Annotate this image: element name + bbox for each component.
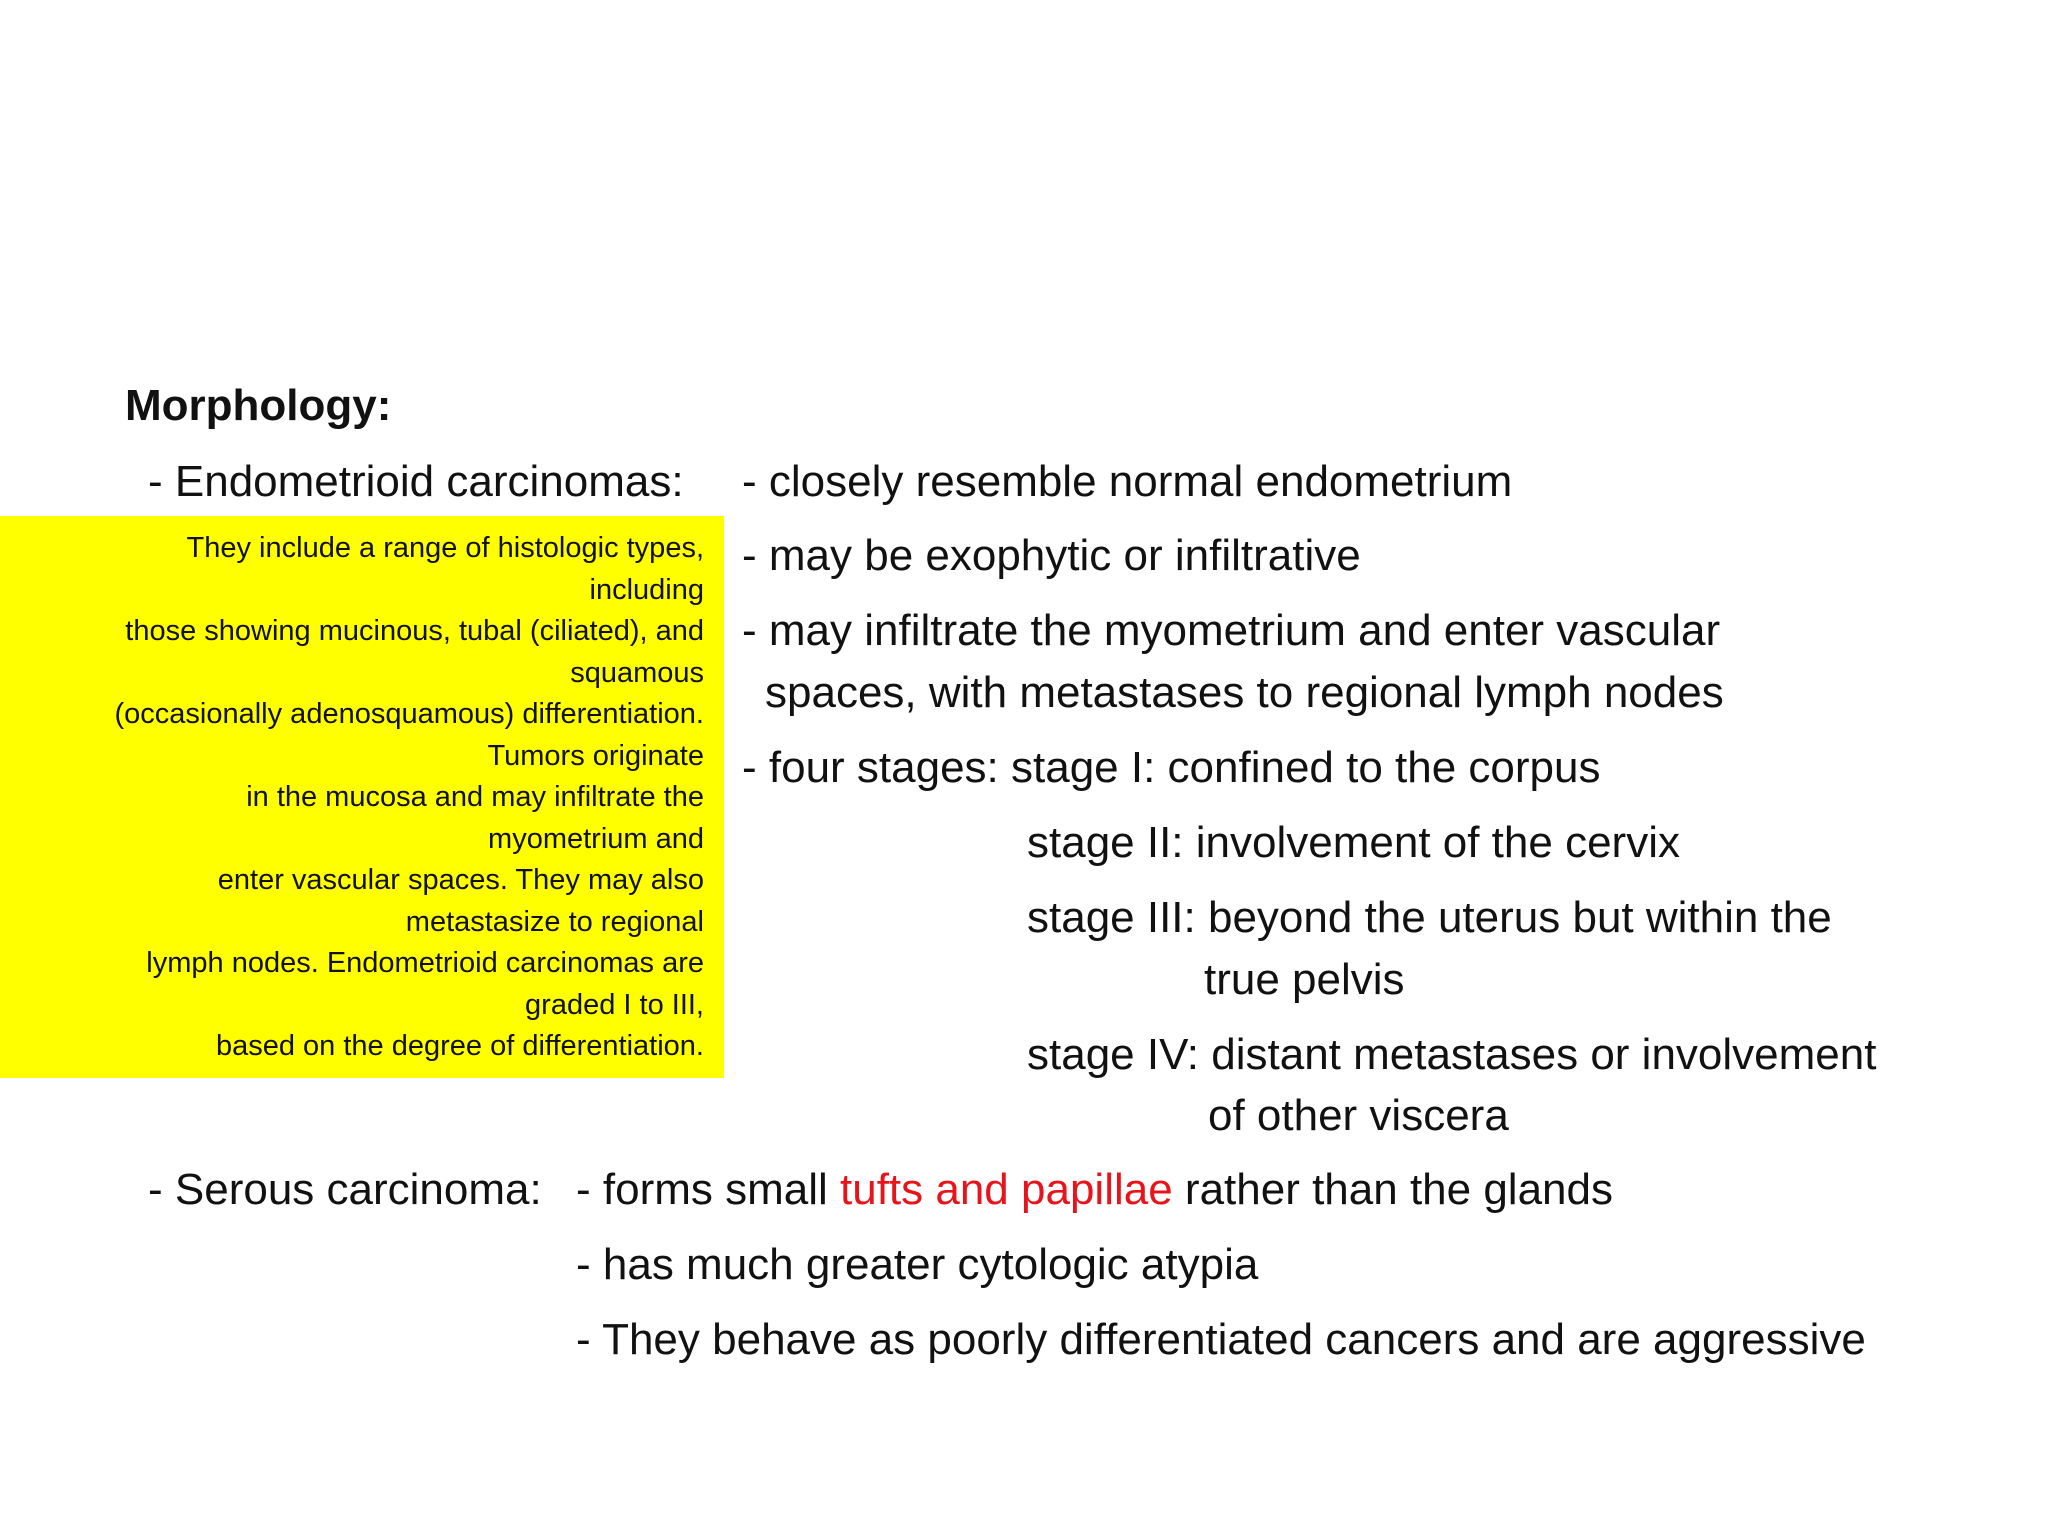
note-line: graded I to III,: [525, 988, 704, 1021]
serous-highlight: tufts and papillae: [840, 1165, 1173, 1214]
note-line: myometrium and: [488, 822, 704, 855]
stage-iv: stage IV: distant metastases or involvement: [1027, 1030, 1877, 1079]
endometrioid-heading: - Endometrioid carcinomas:: [148, 457, 684, 506]
note-line: lymph nodes. Endometrioid carcinomas are: [146, 947, 704, 979]
slide-title: Morphology:: [125, 381, 392, 430]
note-line: in the mucosa and may infiltrate the: [246, 781, 704, 813]
stage-ii: stage II: involvement of the cervix: [1027, 818, 1680, 867]
serous-point-3: - They behave as poorly differentiated cancers and are aggressive: [576, 1315, 1866, 1364]
note-line: based on the degree of differentiation.: [215, 1030, 704, 1062]
endometrioid-point-3-cont: spaces, with metastases to regional lymph nodes: [765, 668, 1724, 717]
note-line: including: [589, 573, 704, 606]
stage-iii: stage III: beyond the uterus but within the: [1027, 893, 1832, 942]
endometrioid-point-2: - may be exophytic or infiltrative: [742, 531, 1361, 580]
note-line: They include a range of histologic types,: [186, 532, 704, 564]
endometrioid-point-1: - closely resemble normal endometrium: [742, 457, 1513, 506]
serous-point-1: [576, 1164, 1613, 1216]
stage-iii-cont: true pelvis: [1204, 955, 1405, 1004]
endometrioid-point-3: - may infiltrate the myometrium and enter vascular: [742, 606, 1721, 655]
note-line: those showing mucinous, tubal (ciliated), and: [125, 615, 704, 647]
note-line: enter vascular spaces. They may also: [217, 864, 704, 896]
note-line: (occasionally adenosquamous) differentiation.: [114, 698, 704, 730]
serous-point-1-pre: - forms small: [576, 1165, 840, 1214]
yellow-note-box: [0, 516, 724, 1078]
note-line: Tumors originate: [487, 739, 704, 772]
endometrioid-point-4: - four stages: stage I: confined to the corpus: [742, 743, 1601, 792]
serous-point-1-post: rather than the glands: [1172, 1165, 1613, 1214]
note-text: [4, 528, 704, 1068]
serous-point-2: - has much greater cytologic atypia: [576, 1240, 1259, 1289]
stage-iv-cont: of other viscera: [1208, 1091, 1509, 1140]
note-line: squamous: [570, 656, 704, 689]
note-line: metastasize to regional: [405, 905, 704, 938]
serous-heading: - Serous carcinoma:: [148, 1165, 542, 1214]
